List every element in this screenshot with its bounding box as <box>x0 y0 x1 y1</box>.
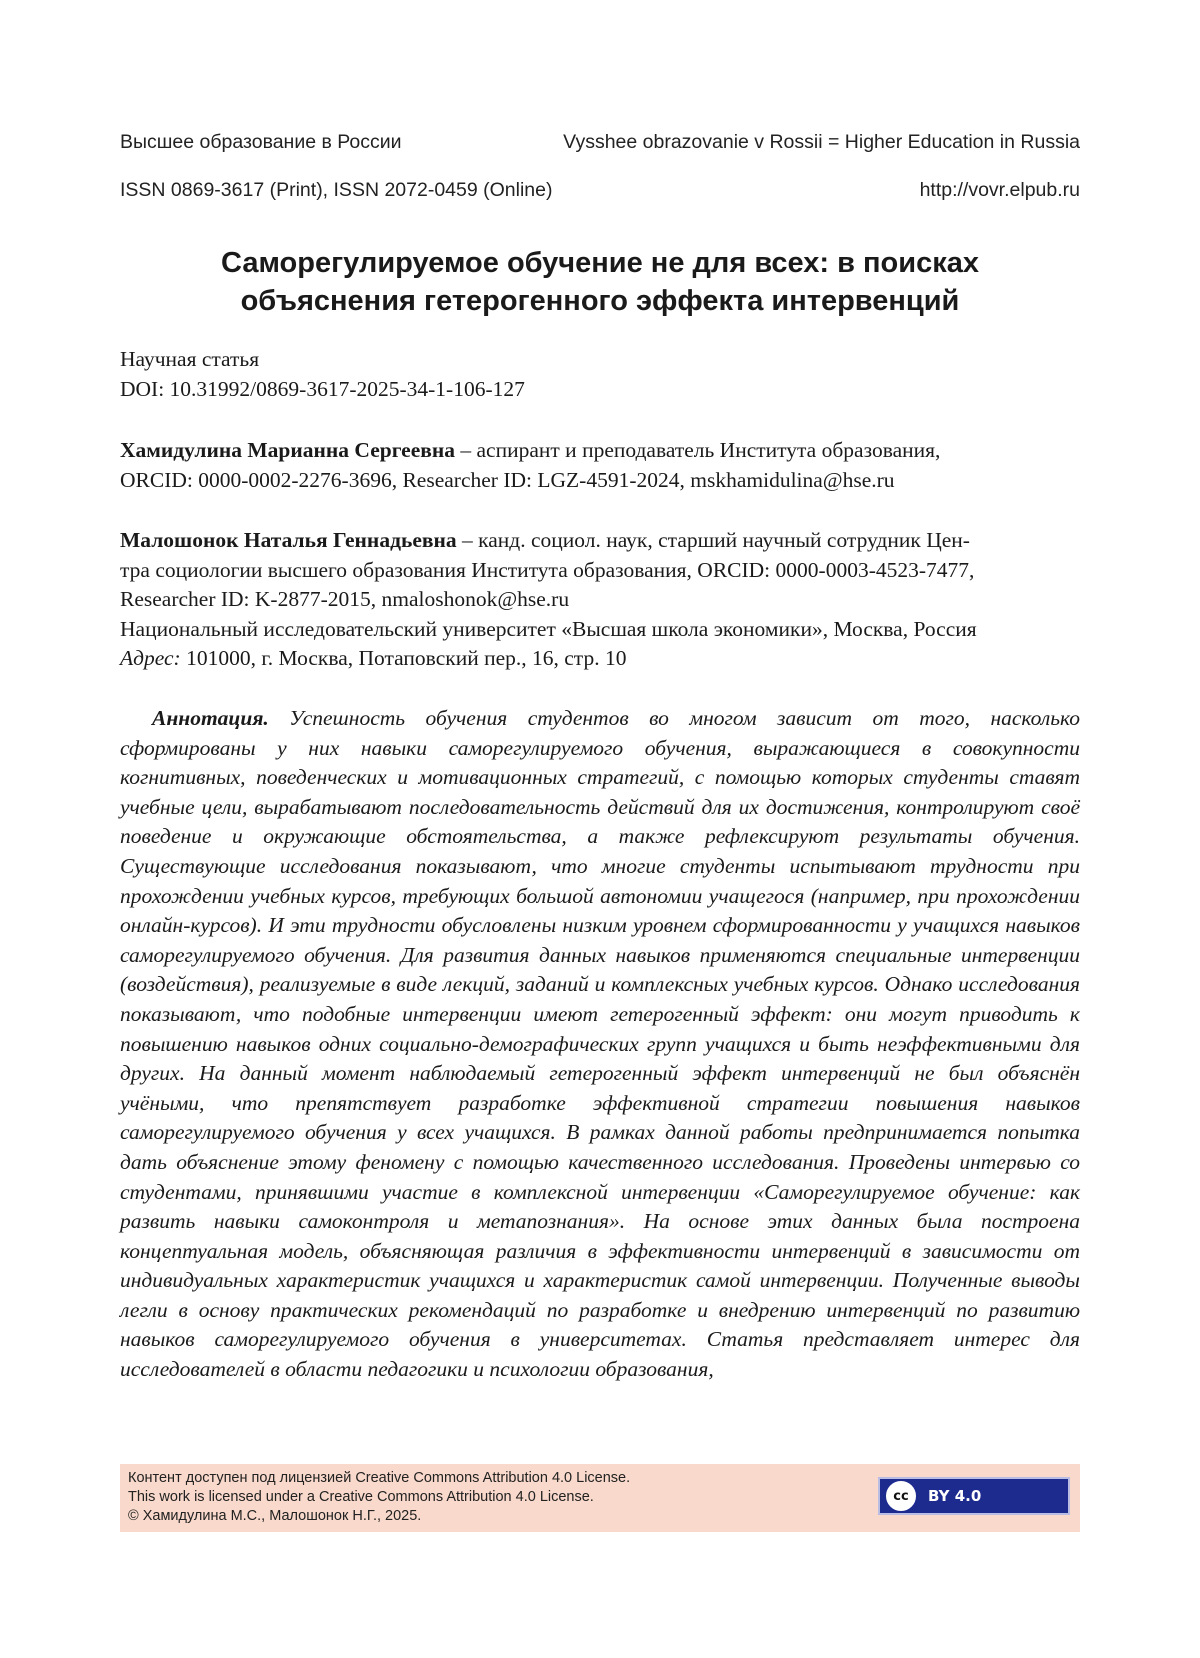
article-title <box>120 244 1080 320</box>
author-block-2 <box>120 526 1080 674</box>
license-line-ru: Контент доступен под лицензией Creative Commons Attribution 4.0 License. <box>128 1470 631 1486</box>
journal-url[interactable]: http://vovr.elpub.ru <box>919 179 1080 201</box>
address: 101000, г. Москва, Потаповский пер., 16, стр. 10 <box>180 646 627 671</box>
author-ids: Researcher ID: K-2877-2015, nmaloshonok@hse.ru <box>120 587 570 612</box>
author-position: – канд. социол. наук, старший научный сотрудник Цен- <box>456 528 970 552</box>
abstract <box>120 704 1080 1385</box>
abstract-text: Успешность обучения студентов во многом зависит от того, насколько сформированы у них навыки саморегулируемого обучения, выражающиеся в совокупности когнитивных, поведенческих и мотивационных стратегий, с помощью которых студенты ставят учебные цели, вырабатывают последовательность действий для их достижения, контролируют своё поведение и окружающие обстоятельства, а также рефлексируют результаты обучения. Существующие исследования показывают, что многие студенты испытывают трудности при прохождении учебных курсов, требующих большой автономии учащегося (например, при прохождении онлайн-курсов). И эти трудности обусловлены низким уровнем сформированности у учащихся навыков саморегулируемого обучения. Для развития данных навыков применяются специальные интервенции (воздействия), реализуемые в виде лекций, заданий и комплексных учебных курсов. Однако исследования показывают, что подобные интервенции имеют гетерогенный эффект: они могут приводить к повышению навыков одних социально-демографических групп учащихся и быть неэффективными для других. На данный момент наблюдаемый гетерогенный эффект интервенций не был объяснён учёными, что препятствует разработке эффективной стратегии повышения навыков саморегулируемого обучения у всех учащихся. В рамках данной работы предпринимается попытка дать объяснение этому феномену с помощью качественного исследования. Проведены интервью со студентами, принявшими участие в комплексной интервенции «Саморегулируемое обучение: как развить навыки самоконтроля и метапознания». На основе этих данных была построена концептуальная модель, объясняющая различия в эффективности интервенций в зависимости от индивидуальных характеристик учащихся и характеристик самой интервенции. Полученные выводы легли в основу практических рекомендаций по разработке и внедрению интервенций по развитию навыков саморегулируемого обучения в университетах. Статья представляет интерес для исследователей в области педагогики и психологии образования, <box>120 706 1080 1382</box>
running-head-journal <box>120 131 1080 154</box>
cc-badge-label: BY 4.0 <box>928 1486 982 1505</box>
cc-icon: cc <box>884 1479 918 1513</box>
author-position: – аспирант и преподаватель Института образования, <box>455 438 941 462</box>
author-name: Хамидулина Марианна Сергеевна <box>120 438 456 462</box>
author-position-cont: тра социологии высшего образования Института образования, ORCID: 0000-0003-4523-7477, <box>120 557 975 582</box>
running-head-issn <box>120 179 1080 202</box>
author-block-1 <box>120 436 1080 495</box>
article-doi[interactable]: DOI: 10.31992/0869-3617-2025-34-1-106-127 <box>120 376 525 401</box>
journal-name-en: Vysshee obrazovanie v Rossii = Higher Education in Russia <box>563 131 1080 153</box>
license-line-en: This work is licensed under a Creative Commons Attribution 4.0 License. <box>128 1489 594 1505</box>
abstract-label: Аннотация. <box>152 706 269 730</box>
title-line: объяснения гетерогенного эффекта интервенций <box>240 285 960 317</box>
author-name: Малошонок Наталья Геннадьевна <box>120 528 457 552</box>
issn: ISSN 0869-3617 (Print), ISSN 2072-0459 (Online) <box>120 179 553 201</box>
license-text <box>128 1469 630 1526</box>
article-meta <box>120 345 1080 404</box>
copyright-line: © Хамидулина М.С., Малошонок Н.Г., 2025. <box>128 1508 422 1524</box>
author-ids: ORCID: 0000-0002-2276-3696, Researcher ID: LGZ-4591-2024, mskhamidulina@hse.ru <box>120 467 895 492</box>
title-line: Саморегулируемое обучение не для всех: в поисках <box>221 247 979 279</box>
affiliation: Национальный исследовательский университет «Высшая школа экономики», Москва, Россия <box>120 616 977 641</box>
address-label: Адрес: <box>120 646 181 671</box>
article-type: Научная статья <box>120 347 260 371</box>
cc-by-badge[interactable] <box>878 1477 1070 1515</box>
license-box <box>120 1464 1080 1532</box>
journal-name-ru: Высшее образование в России <box>120 131 402 153</box>
